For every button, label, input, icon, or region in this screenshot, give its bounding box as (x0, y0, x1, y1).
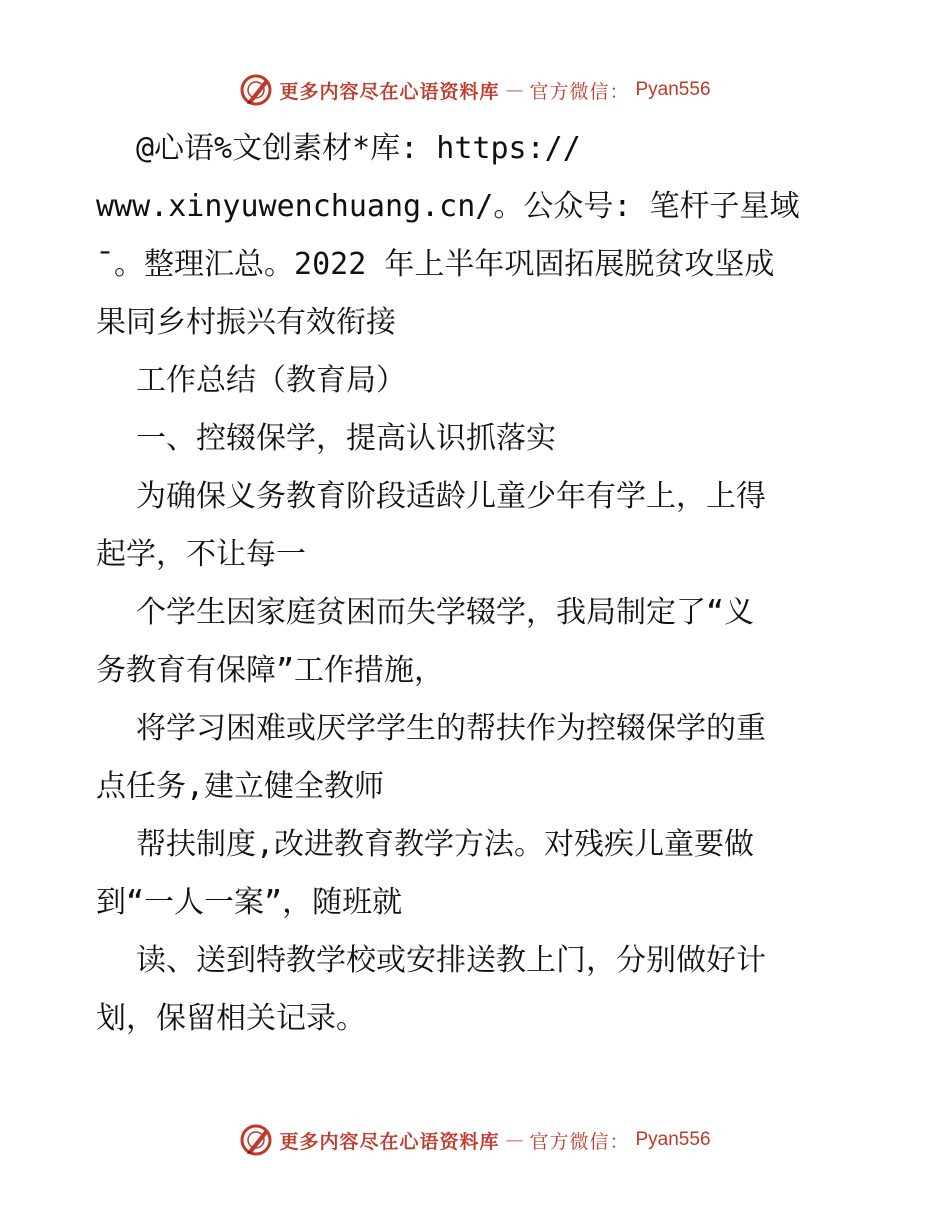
document-line: 到“一人一案”，随班就 (96, 885, 403, 920)
document-line: www.xinyuwenchuang.cn/。公众号: 笔杆子星域 (96, 189, 800, 224)
footer-banner-inner (239, 1123, 710, 1157)
banner-wechat-label: 官方微信： (529, 80, 630, 103)
document-line: ¯。整理汇总。2022 年上半年巩固拓展脱贫攻坚成 (96, 247, 775, 282)
banner-dash: — (505, 79, 524, 101)
banner-promo-text: 更多内容尽在心语资料库 (279, 1130, 500, 1153)
section-heading: 一、控辍保学，提高认识抓落实 (136, 421, 556, 456)
header-banner (0, 68, 950, 112)
document-body (96, 120, 856, 1048)
document-line: 点任务,建立健全教师 (96, 769, 385, 804)
document-line: 将学习困难或厌学学生的帮扶作为控辍保学的重 (136, 711, 766, 746)
document-line: 务教育有保障”工作措施， (96, 653, 445, 688)
banner-wechat-id: Pyan556 (635, 1129, 711, 1150)
document-line: @心语%文创素材*库: https:// (136, 131, 581, 166)
footer-banner (0, 1118, 950, 1162)
document-line: 读、送到特教学校或安排送教上门，分别做好计 (136, 943, 766, 978)
banner-dash: — (505, 1129, 524, 1151)
document-heading: 工作总结（教育局） (136, 363, 406, 398)
document-line: 个学生因家庭贫困而失学辍学，我局制定了“义 (136, 595, 755, 630)
pen-circle-logo-icon (239, 1123, 273, 1157)
document-line: 起学，不让每一 (96, 537, 306, 572)
banner-wechat-label: 官方微信： (529, 1130, 630, 1153)
pen-circle-logo-icon (239, 73, 273, 107)
document-line: 果同乡村振兴有效衔接 (96, 305, 396, 340)
document-line: 划，保留相关记录。 (96, 1001, 366, 1036)
banner-wechat-id: Pyan556 (635, 79, 711, 100)
banner-promo-text: 更多内容尽在心语资料库 (279, 80, 500, 103)
document-line: 为确保义务教育阶段适龄儿童少年有学上，上得 (136, 479, 766, 514)
header-banner-inner (239, 73, 710, 107)
document-line: 帮扶制度,改进教育教学方法。对残疾儿童要做 (136, 827, 755, 862)
